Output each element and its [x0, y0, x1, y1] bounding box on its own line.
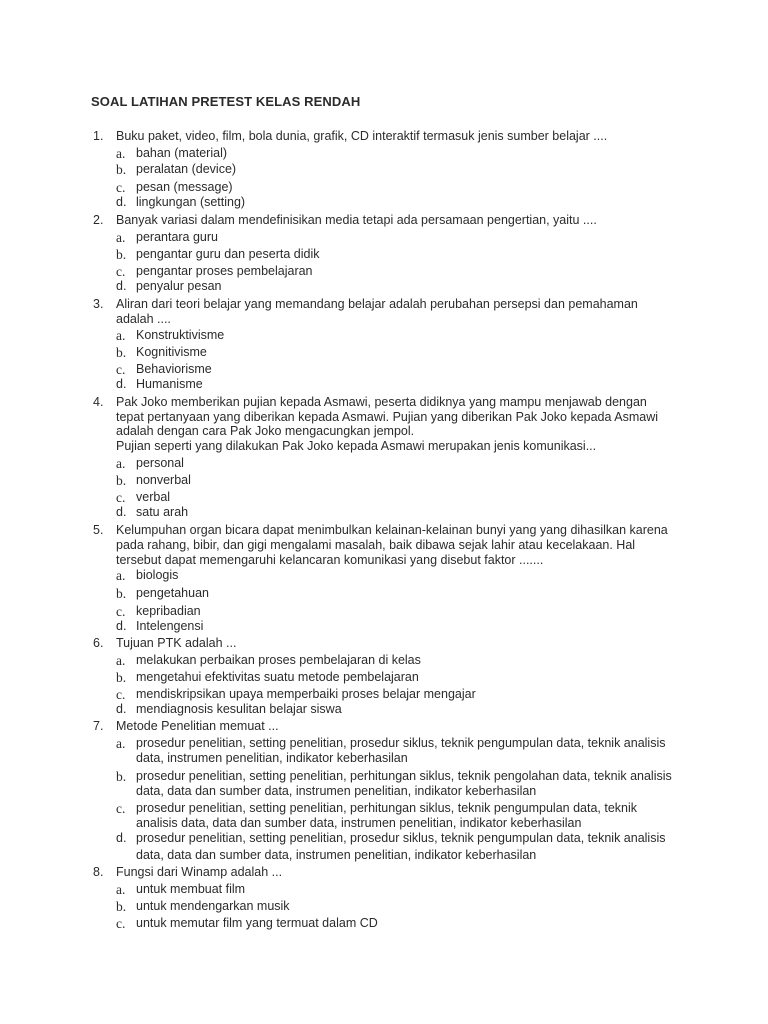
option-letter: d.	[116, 831, 127, 845]
answer-option	[93, 587, 693, 601]
answer-option	[93, 671, 693, 685]
option-letter: a.	[116, 882, 126, 897]
answer-option	[93, 752, 693, 766]
question-number: 6.	[93, 636, 104, 650]
option-letter: c.	[116, 264, 126, 279]
option-letter: a.	[116, 568, 126, 583]
question-number: 8.	[93, 865, 104, 879]
option-letter: b.	[116, 162, 127, 177]
option-text: Konstruktivisme	[136, 328, 225, 342]
option-letter: a.	[116, 230, 126, 245]
option-text: untuk membuat film	[136, 882, 246, 896]
option-text: Humanisme	[136, 377, 203, 391]
question-text-line	[93, 539, 693, 553]
answer-option	[93, 817, 693, 831]
option-letter: c.	[116, 180, 126, 195]
option-text: untuk mendengarkan musik	[136, 899, 290, 913]
question-text-line	[93, 440, 693, 454]
answer-option	[93, 491, 693, 505]
option-text: pengantar proses pembelajaran	[136, 264, 313, 278]
option-text: lingkungan (setting)	[136, 195, 246, 209]
answer-option	[93, 329, 693, 343]
answer-option	[93, 883, 693, 897]
question-number: 7.	[93, 719, 104, 733]
answer-option	[93, 917, 693, 931]
answer-option	[93, 703, 693, 717]
option-letter: c.	[116, 801, 126, 816]
question-text: Pujian seperti yang dilakukan Pak Joko kepada Asmawi merupakan jenis komunikasi...	[116, 439, 597, 453]
question-text-line	[93, 554, 693, 568]
answer-option	[93, 248, 693, 262]
question-text: Fungsi dari Winamp adalah ...	[116, 865, 283, 879]
answer-option	[93, 569, 693, 583]
question-text: Banyak variasi dalam mendefinisikan media tetapi ada persamaan pengertian, yaitu ....	[116, 213, 597, 227]
question-text-line	[93, 524, 693, 538]
answer-option	[93, 605, 693, 619]
option-text: verbal	[136, 490, 171, 504]
option-letter: a.	[116, 146, 126, 161]
page-title: SOAL LATIHAN PRETEST KELAS RENDAH	[91, 94, 361, 109]
option-text: mengetahui efektivitas suatu metode pembelajaran	[136, 670, 419, 684]
option-letter: b.	[116, 473, 127, 488]
option-text: mendiskripsikan upaya memperbaiki proses belajar mengajar	[136, 687, 476, 701]
answer-option	[93, 770, 693, 784]
question-number: 2.	[93, 213, 104, 227]
option-letter: d.	[116, 279, 127, 293]
option-text: prosedur penelitian, setting penelitian, prosedur siklus, teknik pengumpulan data, teknik analisis	[136, 831, 666, 845]
option-text: pengetahuan	[136, 586, 209, 600]
option-text: data, data dan sumber data, instrumen penelitian, indikator keberhasilan	[136, 784, 537, 798]
answer-option	[93, 346, 693, 360]
option-text: bahan (material)	[136, 146, 228, 160]
question-text: Buku paket, video, film, bola dunia, grafik, CD interaktif termasuk jenis sumber belajar ....	[116, 129, 608, 143]
answer-option	[93, 620, 693, 634]
question-text: adalah dengan cara Pak Joko mengacungkan jempol.	[116, 424, 415, 438]
question-text: Tujuan PTK adalah ...	[116, 636, 237, 650]
option-letter: a.	[116, 736, 126, 751]
question-text: Pak Joko memberikan pujian kepada Asmawi, peserta didiknya yang mampu menjawab dengan	[116, 395, 647, 409]
option-text: untuk memutar film yang termuat dalam CD	[136, 916, 378, 930]
answer-option	[93, 900, 693, 914]
option-letter: a.	[116, 328, 126, 343]
option-letter: b.	[116, 586, 127, 601]
question-text-line	[93, 396, 693, 410]
option-text: biologis	[136, 568, 179, 582]
option-text: prosedur penelitian, setting penelitian, perhitungan siklus, teknik pengolahan data, teknik analisis	[136, 769, 672, 783]
option-letter: a.	[116, 653, 126, 668]
question-text-line	[93, 866, 693, 880]
answer-option	[93, 196, 693, 210]
option-text: Kognitivisme	[136, 345, 207, 359]
option-text: pesan (message)	[136, 180, 233, 194]
option-text: penyalur pesan	[136, 279, 222, 293]
question-number: 5.	[93, 523, 104, 537]
answer-option	[93, 147, 693, 161]
option-text: satu arah	[136, 505, 189, 519]
option-text: pengantar guru dan peserta didik	[136, 247, 320, 261]
option-text: mendiagnosis kesulitan belajar siswa	[136, 702, 342, 716]
answer-option	[93, 181, 693, 195]
option-text: data, data dan sumber data, instrumen penelitian, indikator keberhasilan	[136, 848, 537, 862]
question-number: 1.	[93, 129, 104, 143]
option-letter: d.	[116, 195, 127, 209]
answer-option	[93, 163, 693, 177]
answer-option	[93, 457, 693, 471]
option-letter: b.	[116, 247, 127, 262]
option-letter: b.	[116, 670, 127, 685]
option-letter: c.	[116, 687, 126, 702]
option-letter: c.	[116, 604, 126, 619]
question-text-line	[93, 425, 693, 439]
question-text: tepat pertanyaan yang diberikan kepada Asmawi. Pujian yang diberikan Pak Joko kepada Asmawi	[116, 410, 659, 424]
option-text: prosedur penelitian, setting penelitian, perhitungan siklus, teknik pengumpulan data, teknik	[136, 801, 638, 815]
answer-option	[93, 737, 693, 751]
question-text-line	[93, 720, 693, 734]
question-number: 3.	[93, 297, 104, 311]
option-letter: c.	[116, 916, 126, 931]
option-letter: d.	[116, 377, 127, 391]
option-letter: b.	[116, 769, 127, 784]
option-letter: d.	[116, 702, 127, 716]
answer-option	[93, 363, 693, 377]
question-text-line	[93, 298, 693, 312]
question-text: pada rahang, bibir, dan gigi mengalami masalah, baik dibawa sejak lahir atau kecelakaan. Hal	[116, 538, 636, 552]
question-text: tersebut dapat memengaruhi kelancaran komunikasi yang disebut faktor .......	[116, 553, 544, 567]
answer-option	[93, 654, 693, 668]
answer-option	[93, 231, 693, 245]
question-text-line	[93, 411, 693, 425]
option-letter: d.	[116, 619, 127, 633]
answer-option	[93, 474, 693, 488]
option-letter: b.	[116, 899, 127, 914]
option-text: personal	[136, 456, 184, 470]
answer-option	[93, 280, 693, 294]
option-text: analisis data, data dan sumber data, instrumen penelitian, indikator keberhasilan	[136, 816, 582, 830]
answer-option	[93, 802, 693, 816]
question-number: 4.	[93, 395, 104, 409]
question-text-line	[93, 637, 693, 651]
answer-option	[93, 265, 693, 279]
answer-option	[93, 378, 693, 392]
option-letter: d.	[116, 505, 127, 519]
option-text: Intelengensi	[136, 619, 204, 633]
answer-option	[93, 688, 693, 702]
option-text: nonverbal	[136, 473, 191, 487]
option-text: perantara guru	[136, 230, 219, 244]
answer-option	[93, 849, 693, 863]
answer-option	[93, 832, 693, 846]
option-letter: c.	[116, 362, 126, 377]
option-text: kepribadian	[136, 604, 201, 618]
option-text: melakukan perbaikan proses pembelajaran di kelas	[136, 653, 421, 667]
answer-option	[93, 506, 693, 520]
question-text: adalah ....	[116, 312, 171, 326]
option-text: prosedur penelitian, setting penelitian, prosedur siklus, teknik pengumpulan data, teknik analisis	[136, 736, 666, 750]
option-letter: a.	[116, 456, 126, 471]
option-text: Behaviorisme	[136, 362, 212, 376]
question-text: Kelumpuhan organ bicara dapat menimbulkan kelainan-kelainan bunyi yang yang dihasilkan karena	[116, 523, 668, 537]
option-letter: c.	[116, 490, 126, 505]
question-text-line	[93, 130, 693, 144]
option-text: data, instrumen penelitian, indikator keberhasilan	[136, 751, 408, 765]
question-text: Aliran dari teori belajar yang memandang belajar adalah perubahan persepsi dan pemahaman	[116, 297, 638, 311]
option-letter: b.	[116, 345, 127, 360]
answer-option	[93, 785, 693, 799]
question-text: Metode Penelitian memuat ...	[116, 719, 279, 733]
option-text: peralatan (device)	[136, 162, 237, 176]
question-text-line	[93, 214, 693, 228]
question-text-line	[93, 313, 693, 327]
